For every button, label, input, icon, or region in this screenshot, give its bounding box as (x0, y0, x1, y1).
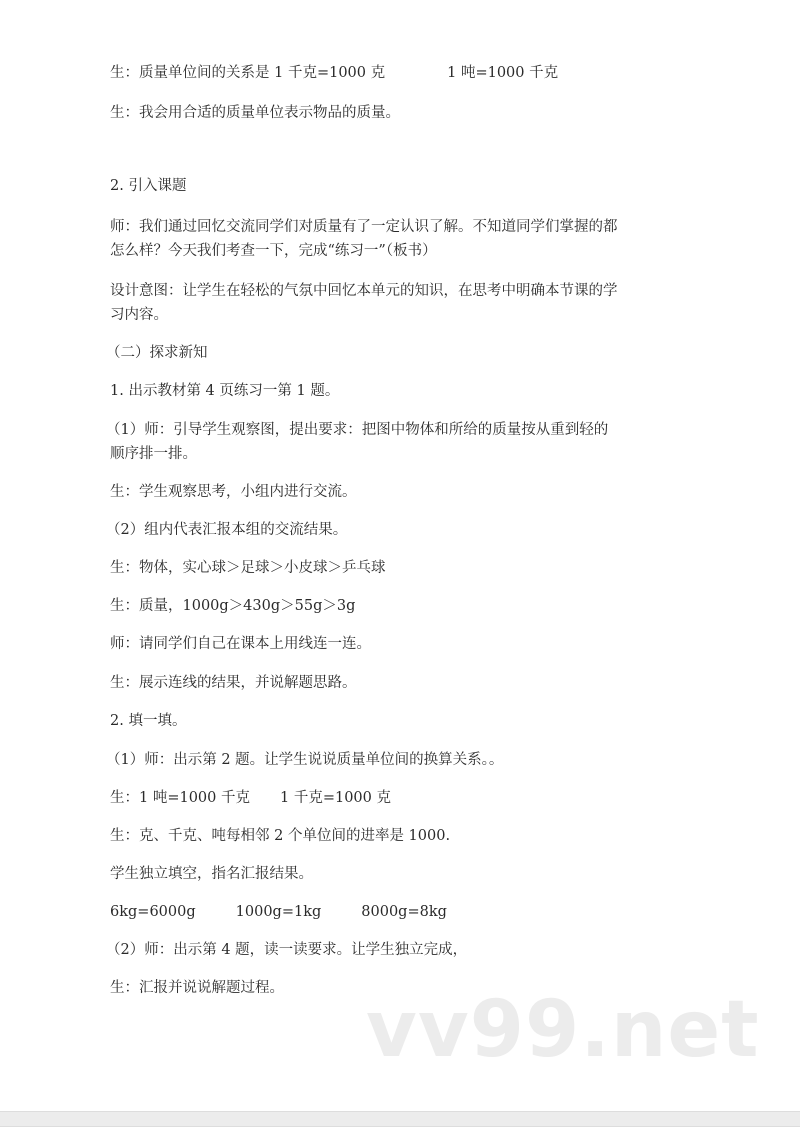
text-line: 生：展示连线的结果，并说解题思路。 (110, 675, 357, 691)
text-line: 生：汇报并说说解题过程。 (110, 980, 284, 996)
text-segment: 6kg=6000g (110, 904, 196, 920)
text-segment: 生：1 吨=1000 千克 (110, 790, 250, 806)
text-line: 生：学生观察思考，小组内进行交流。 (110, 484, 357, 500)
text-line: 生：我会用合适的质量单位表示物品的质量。 (110, 105, 400, 121)
text-line: 师：我们通过回忆交流同学们对质量有了一定认识了解。不知道同学们掌握的都 (110, 219, 618, 235)
section-heading: （二）探求新知 (106, 345, 208, 361)
text-segment: 8000g=8kg (361, 904, 447, 920)
text-line (110, 788, 391, 808)
text-segment: 生：质量单位间的关系是 1 千克=1000 克 (110, 65, 386, 81)
section-heading: 2. 填一填。 (110, 713, 187, 729)
text-line: 怎么样？今天我们考查一下，完成“练习一”（板书） (110, 243, 437, 259)
page-bottom-bar (0, 1111, 800, 1127)
watermark: vv99.net (366, 985, 760, 1075)
text-line: （1）师：出示第 2 题。让学生说说质量单位间的换算关系。。 (106, 752, 504, 768)
text-segment: 1 吨=1000 千克 (447, 65, 559, 81)
text-line: 生：质量，1000g＞430g＞55g＞3g (110, 598, 356, 614)
section-heading: 2. 引入课题 (110, 178, 187, 194)
text-line: （2）组内代表汇报本组的交流结果。 (106, 522, 348, 538)
text-line: （1）师：引导学生观察图，提出要求：把图中物体和所给的质量按从重到轻的 (106, 422, 609, 438)
text-line: 设计意图：让学生在轻松的气氛中回忆本单元的知识，在思考中明确本节课的学 (110, 283, 618, 299)
text-line: （2）师：出示第 4 题，读一读要求。让学生独立完成， (106, 942, 468, 958)
text-line (110, 902, 447, 922)
text-segment: 1 千克=1000 克 (280, 790, 391, 806)
text-line: 生：物体，实心球＞足球＞小皮球＞乒乓球 (110, 560, 386, 576)
text-line: 生：克、千克、吨每相邻 2 个单位间的进率是 1000. (110, 828, 451, 844)
text-line: 顺序排一排。 (110, 446, 197, 462)
text-line: 习内容。 (110, 307, 168, 323)
text-line (110, 63, 558, 83)
text-line: 师：请同学们自己在课本上用线连一连。 (110, 636, 371, 652)
text-segment: 1000g=1kg (235, 904, 322, 920)
text-line: 1. 出示教材第 4 页练习一第 1 题。 (110, 383, 340, 399)
text-line: 学生独立填空，指名汇报结果。 (110, 866, 313, 882)
